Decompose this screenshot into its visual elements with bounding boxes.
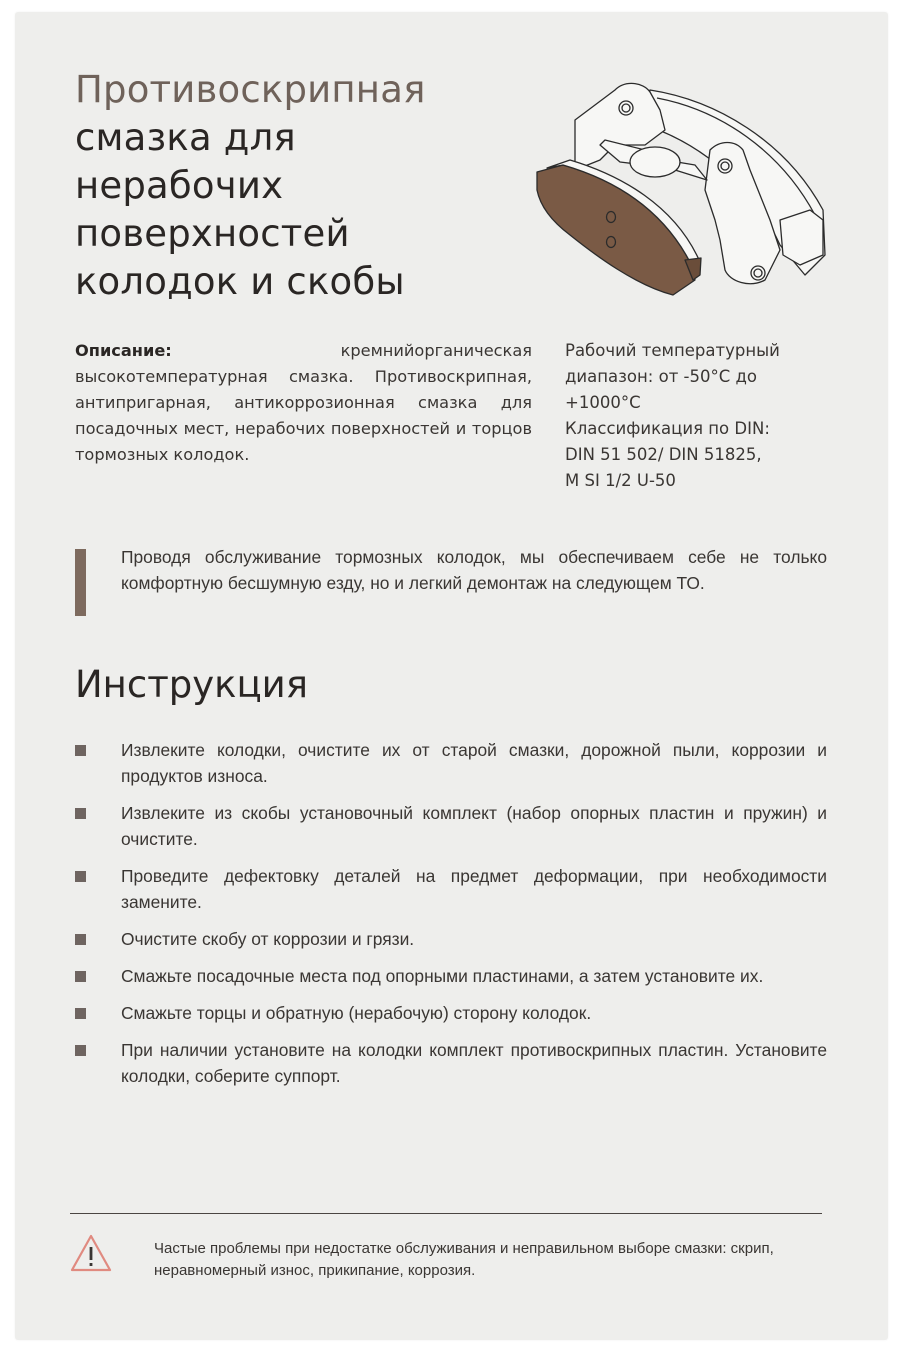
description	[75, 338, 532, 468]
spec-line: диапазон: от -50°С до	[565, 367, 758, 386]
square-bullet-icon	[75, 808, 86, 819]
spec-line: Рабочий температурный	[565, 341, 780, 360]
title-line: нерабочих	[75, 164, 284, 207]
instruction-step	[75, 963, 827, 989]
description-label: Описание:	[75, 341, 172, 360]
step-text: Извлеките из скобы установочный комплект (набор опорных пластин и пружин) и очистите.	[121, 803, 827, 849]
callout-accent-bar	[75, 549, 86, 616]
title-line: колодок и скобы	[75, 260, 405, 303]
title-accent: Противоскрипная	[75, 68, 426, 111]
square-bullet-icon	[75, 1045, 86, 1056]
divider	[70, 1213, 822, 1214]
callout-text: Проводя обслуживание тормозных колодок, мы обеспечиваем себе не только комфортную бесшумную езду, но и легкий демонтаж на следующем ТО.	[121, 547, 827, 593]
instructions-title: Инструкция	[75, 663, 308, 706]
title-line: поверхностей	[75, 212, 350, 255]
step-text: Очистите скобу от коррозии и грязи.	[121, 929, 415, 949]
brake-caliper-illustration	[525, 70, 835, 300]
square-bullet-icon	[75, 1008, 86, 1019]
square-bullet-icon	[75, 871, 86, 882]
instruction-step	[75, 926, 827, 952]
spec-line: DIN 51 502/ DIN 51825,	[565, 445, 762, 464]
spec-line: +1000°С	[565, 393, 641, 412]
step-text: Смажьте торцы и обратную (нерабочую) сторону колодок.	[121, 1003, 592, 1023]
warning-text: Частые проблемы при недостатке обслуживания и неправильном выборе смазки: скрип, неравномерный износ, прикипание, коррозия.	[154, 1240, 774, 1279]
instruction-step	[75, 800, 827, 852]
step-text: При наличии установите на колодки комплект противоскрипных пластин. Установите колодки, соберите суппорт.	[121, 1040, 827, 1086]
instruction-step	[75, 1000, 827, 1026]
square-bullet-icon	[75, 971, 86, 982]
instruction-steps	[75, 737, 827, 1089]
warning-triangle-icon	[69, 1233, 113, 1273]
instruction-step	[75, 1037, 827, 1089]
step-text: Смажьте посадочные места под опорными пластинами, а затем установите их.	[121, 966, 764, 986]
square-bullet-icon	[75, 745, 86, 756]
title-line: смазка для	[75, 116, 296, 159]
page-title	[75, 66, 426, 306]
spec-line: M SI 1/2 U-50	[565, 471, 676, 490]
step-text: Проведите дефектовку деталей на предмет деформации, при необходимости замените.	[121, 866, 827, 912]
description-text: кремнийорганическая высокотемпературная смазка. Противоскрипная, антипригарная, антикоррозионная смазка для посадочных мест, нерабочих поверхностей и торцов тормозных колодок.	[75, 341, 532, 464]
specifications	[565, 338, 835, 494]
spec-line: Классификация по DIN:	[565, 419, 770, 438]
instruction-step	[75, 737, 827, 789]
step-text: Извлеките колодки, очистите их от старой смазки, дорожной пыли, коррозии и продуктов износа.	[121, 740, 827, 786]
instruction-step	[75, 863, 827, 915]
square-bullet-icon	[75, 934, 86, 945]
